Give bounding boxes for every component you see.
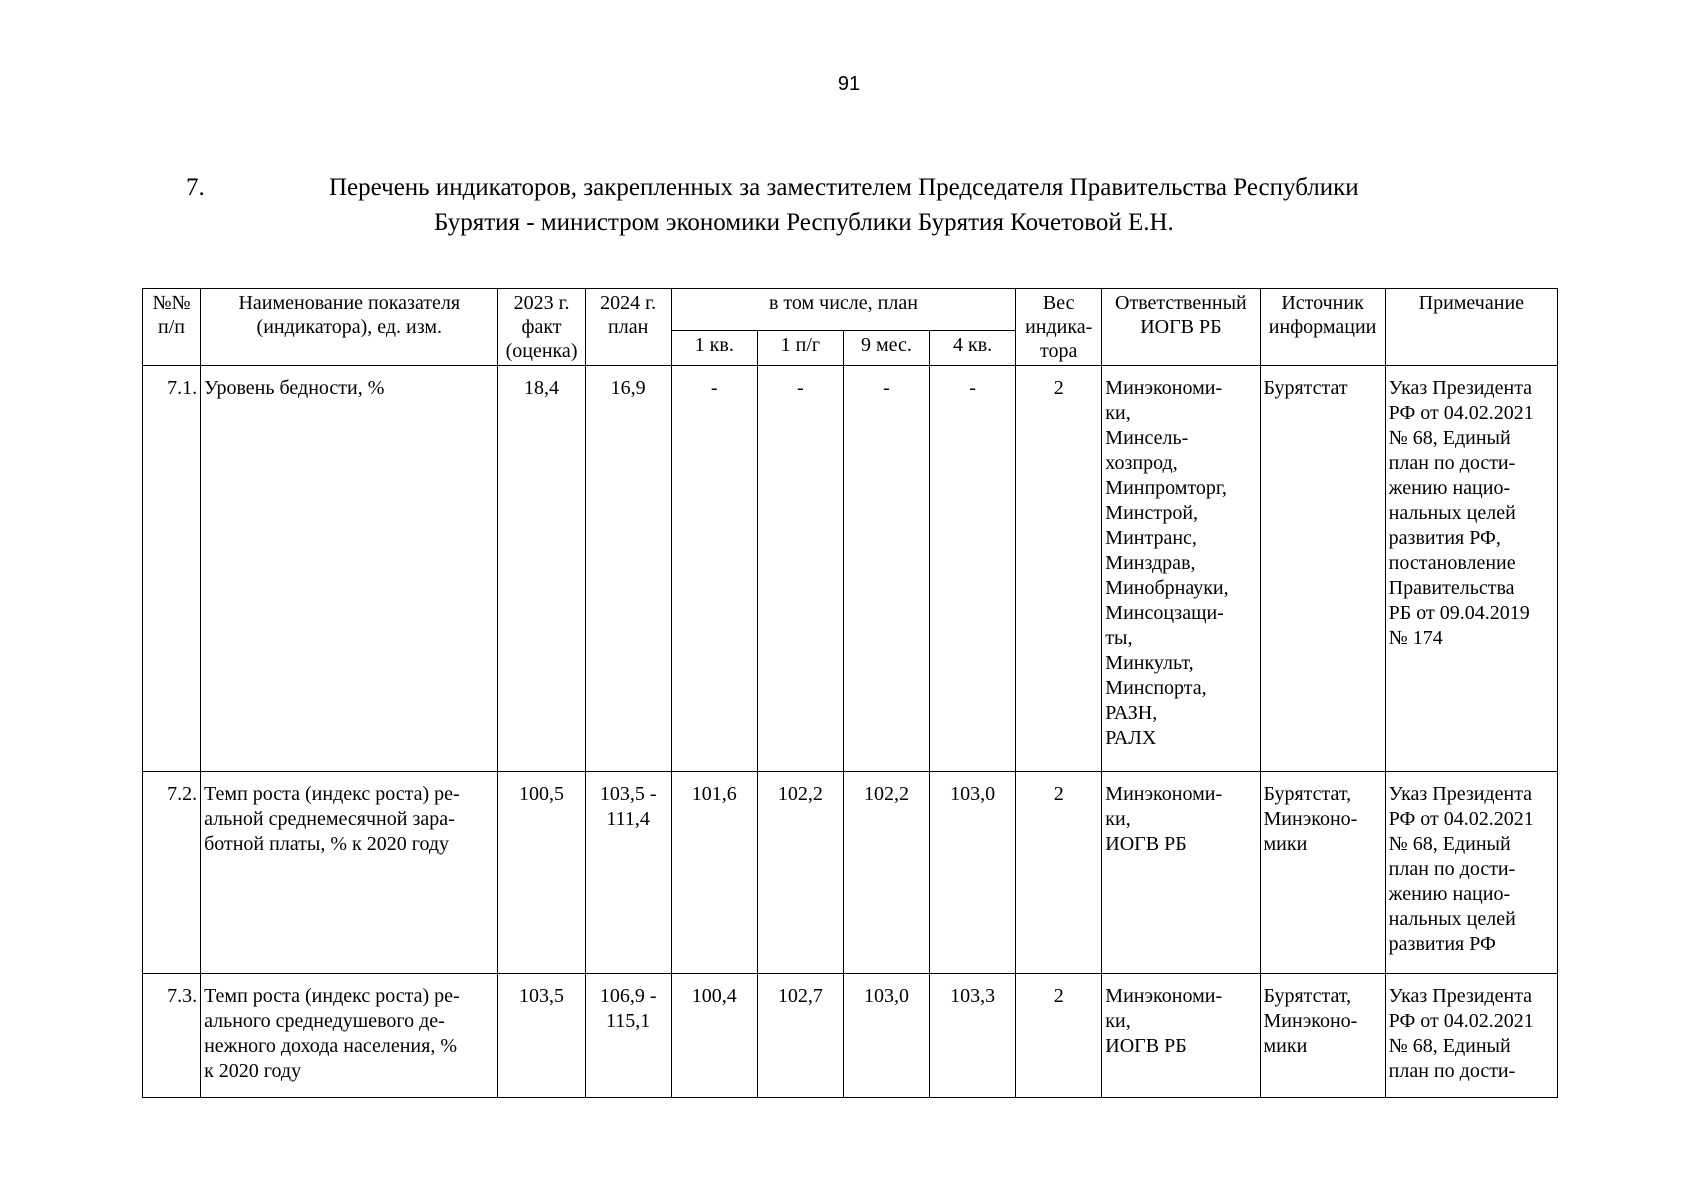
cell-num: 7.1. xyxy=(143,366,201,772)
header-name: Наименование показателя (индикатора), ед. изм. xyxy=(201,289,498,366)
cell-weight: 2 xyxy=(1016,366,1102,772)
cell-plan-2024: 16,9 xyxy=(585,366,671,772)
cell-q1: 100,4 xyxy=(671,974,757,1098)
indicators-table xyxy=(142,288,1558,1098)
cell-fact-2023: 100,5 xyxy=(498,772,585,974)
table-row xyxy=(143,772,1558,974)
cell-responsible: Минэкономи- ки, ИОГВ РБ xyxy=(1102,772,1260,974)
cell-h1: - xyxy=(757,366,843,772)
header-source: Источник информации xyxy=(1260,289,1385,366)
cell-fact-2023: 18,4 xyxy=(498,366,585,772)
header-fact-2023: 2023 г. факт (оценка) xyxy=(498,289,585,366)
cell-num: 7.3. xyxy=(143,974,201,1098)
cell-q1: - xyxy=(671,366,757,772)
cell-num: 7.2. xyxy=(143,772,201,974)
cell-source: Бурятстат, Минэконо- мики xyxy=(1260,974,1385,1098)
section-title-line-2: Бурятия - министром экономики Республики Бурятия Кочетовой Е.Н. xyxy=(434,209,1174,236)
header-q1: 1 кв. xyxy=(671,331,757,366)
section-title-line-1: Перечень индикаторов, закрепленных за заместителем Председателя Правительства Республики xyxy=(329,174,1359,201)
header-h1: 1 п/г xyxy=(757,331,843,366)
cell-note: Указ Президента РФ от 04.02.2021 № 68, Единый план по дости- жению нацио- нальных целей развития РФ, постановление Правительства РБ от 09.04.2019 № 174 xyxy=(1385,366,1557,772)
cell-source: Бурятстат, Минэконо- мики xyxy=(1260,772,1385,974)
table-header-row xyxy=(143,289,1558,331)
header-weight: Вес индика- тора xyxy=(1016,289,1102,366)
cell-responsible: Минэкономи- ки, ИОГВ РБ xyxy=(1102,974,1260,1098)
cell-responsible: Минэкономи- ки, Минсель- хозпрод, Минпромторг, Минстрой, Минтранс, Минздрав, Минобрнауки, Минсоцзащи- ты, Минкульт, Минспорта, РАЗН, РАЛХ xyxy=(1102,366,1260,772)
cell-weight: 2 xyxy=(1016,974,1102,1098)
cell-name: Темп роста (индекс роста) ре- альной среднемесячной зара- ботной платы, % к 2020 году xyxy=(201,772,498,974)
cell-9m: - xyxy=(843,366,929,772)
header-9m: 9 мес. xyxy=(843,331,929,366)
table-row xyxy=(143,366,1558,772)
cell-q4: - xyxy=(930,366,1016,772)
cell-source: Бурятстат xyxy=(1260,366,1385,772)
cell-q4: 103,0 xyxy=(930,772,1016,974)
cell-note: Указ Президента РФ от 04.02.2021 № 68, Единый план по дости- xyxy=(1385,974,1557,1098)
cell-9m: 102,2 xyxy=(843,772,929,974)
cell-q1: 101,6 xyxy=(671,772,757,974)
cell-h1: 102,7 xyxy=(757,974,843,1098)
section-number: 7. xyxy=(186,174,205,201)
cell-weight: 2 xyxy=(1016,772,1102,974)
cell-name: Темп роста (индекс роста) ре- ального среднедушевого де- нежного дохода населения, % к 2020 году xyxy=(201,974,498,1098)
header-note: Примечание xyxy=(1385,289,1557,366)
header-including-plan: в том числе, план xyxy=(671,289,1015,331)
cell-q4: 103,3 xyxy=(930,974,1016,1098)
header-responsible: Ответственный ИОГВ РБ xyxy=(1102,289,1260,366)
cell-h1: 102,2 xyxy=(757,772,843,974)
header-plan-2024: 2024 г. план xyxy=(585,289,671,366)
header-q4: 4 кв. xyxy=(930,331,1016,366)
cell-plan-2024: 103,5 - 111,4 xyxy=(585,772,671,974)
cell-9m: 103,0 xyxy=(843,974,929,1098)
page-number: 91 xyxy=(837,73,861,95)
table-row xyxy=(143,974,1558,1098)
cell-note: Указ Президента РФ от 04.02.2021 № 68, Единый план по дости- жению нацио- нальных целей развития РФ xyxy=(1385,772,1557,974)
header-num: №№ п/п xyxy=(143,289,201,366)
cell-plan-2024: 106,9 - 115,1 xyxy=(585,974,671,1098)
cell-fact-2023: 103,5 xyxy=(498,974,585,1098)
cell-name: Уровень бедности, % xyxy=(201,366,498,772)
